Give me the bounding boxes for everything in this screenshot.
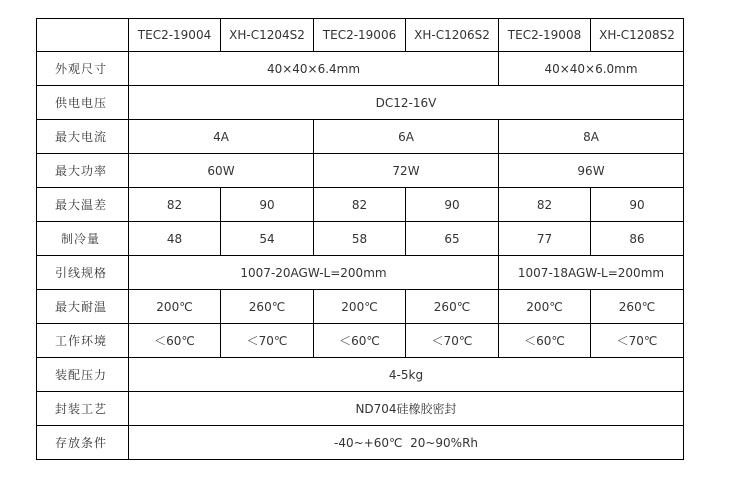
- row-max-current: [37, 120, 684, 154]
- model-header: XH-C1208S2: [591, 19, 684, 52]
- value-cell: 200℃: [129, 290, 221, 324]
- value-cell: 58: [314, 222, 406, 256]
- value-cell: ND704硅橡胶密封: [129, 392, 684, 426]
- value-cell: 6A: [314, 120, 499, 154]
- value-cell: 60W: [129, 154, 314, 188]
- row-label: 最大电流: [37, 120, 129, 154]
- value-cell: 260℃: [406, 290, 499, 324]
- value-cell: 82: [129, 188, 221, 222]
- value-cell: 8A: [499, 120, 684, 154]
- row-max-temp-diff: [37, 188, 684, 222]
- row-cooling-capacity: [37, 222, 684, 256]
- row-label: 外观尺寸: [37, 52, 129, 86]
- row-label: 最大功率: [37, 154, 129, 188]
- value-cell: DC12-16V: [129, 86, 684, 120]
- value-cell: 200℃: [499, 290, 591, 324]
- row-packaging: [37, 392, 684, 426]
- value-cell: ＜70℃: [591, 324, 684, 358]
- model-header: TEC2-19004: [129, 19, 221, 52]
- value-cell: 1007-20AGW-L=200mm: [129, 256, 499, 290]
- row-max-temp-resistance: [37, 290, 684, 324]
- value-cell: 72W: [314, 154, 499, 188]
- row-label: 存放条件: [37, 426, 129, 460]
- row-label: 制冷量: [37, 222, 129, 256]
- value-cell: ＜70℃: [406, 324, 499, 358]
- row-label: 引线规格: [37, 256, 129, 290]
- value-cell: 40×40×6.4mm: [129, 52, 499, 86]
- value-cell: ＜70℃: [221, 324, 314, 358]
- row-label: 工作环境: [37, 324, 129, 358]
- model-header: XH-C1204S2: [221, 19, 314, 52]
- row-label: 装配压力: [37, 358, 129, 392]
- value-cell: ＜60℃: [499, 324, 591, 358]
- row-max-power: [37, 154, 684, 188]
- value-cell: 96W: [499, 154, 684, 188]
- value-cell: -40~+60℃ 20~90%Rh: [129, 426, 684, 460]
- row-work-env: [37, 324, 684, 358]
- value-cell: 200℃: [314, 290, 406, 324]
- value-cell: 82: [499, 188, 591, 222]
- row-dimensions: [37, 52, 684, 86]
- value-cell: 86: [591, 222, 684, 256]
- value-cell: 40×40×6.0mm: [499, 52, 684, 86]
- row-supply-voltage: [37, 86, 684, 120]
- row-label: 封装工艺: [37, 392, 129, 426]
- model-header: TEC2-19006: [314, 19, 406, 52]
- value-cell: ＜60℃: [314, 324, 406, 358]
- row-label: 供电电压: [37, 86, 129, 120]
- value-cell: 82: [314, 188, 406, 222]
- value-cell: 4A: [129, 120, 314, 154]
- row-storage: [37, 426, 684, 460]
- value-cell: 90: [591, 188, 684, 222]
- row-lead-spec: [37, 256, 684, 290]
- row-label: 最大温差: [37, 188, 129, 222]
- value-cell: 90: [406, 188, 499, 222]
- model-header: XH-C1206S2: [406, 19, 499, 52]
- value-cell: 260℃: [221, 290, 314, 324]
- value-cell: 90: [221, 188, 314, 222]
- value-cell: 260℃: [591, 290, 684, 324]
- row-label: 最大耐温: [37, 290, 129, 324]
- value-cell: 4-5kg: [129, 358, 684, 392]
- spec-table: [36, 18, 684, 460]
- value-cell: 1007-18AGW-L=200mm: [499, 256, 684, 290]
- value-cell: 48: [129, 222, 221, 256]
- model-header: TEC2-19008: [499, 19, 591, 52]
- header-row: [37, 19, 684, 52]
- row-assembly-pressure: [37, 358, 684, 392]
- value-cell: 65: [406, 222, 499, 256]
- value-cell: 77: [499, 222, 591, 256]
- value-cell: 54: [221, 222, 314, 256]
- value-cell: ＜60℃: [129, 324, 221, 358]
- corner-cell: [37, 19, 129, 52]
